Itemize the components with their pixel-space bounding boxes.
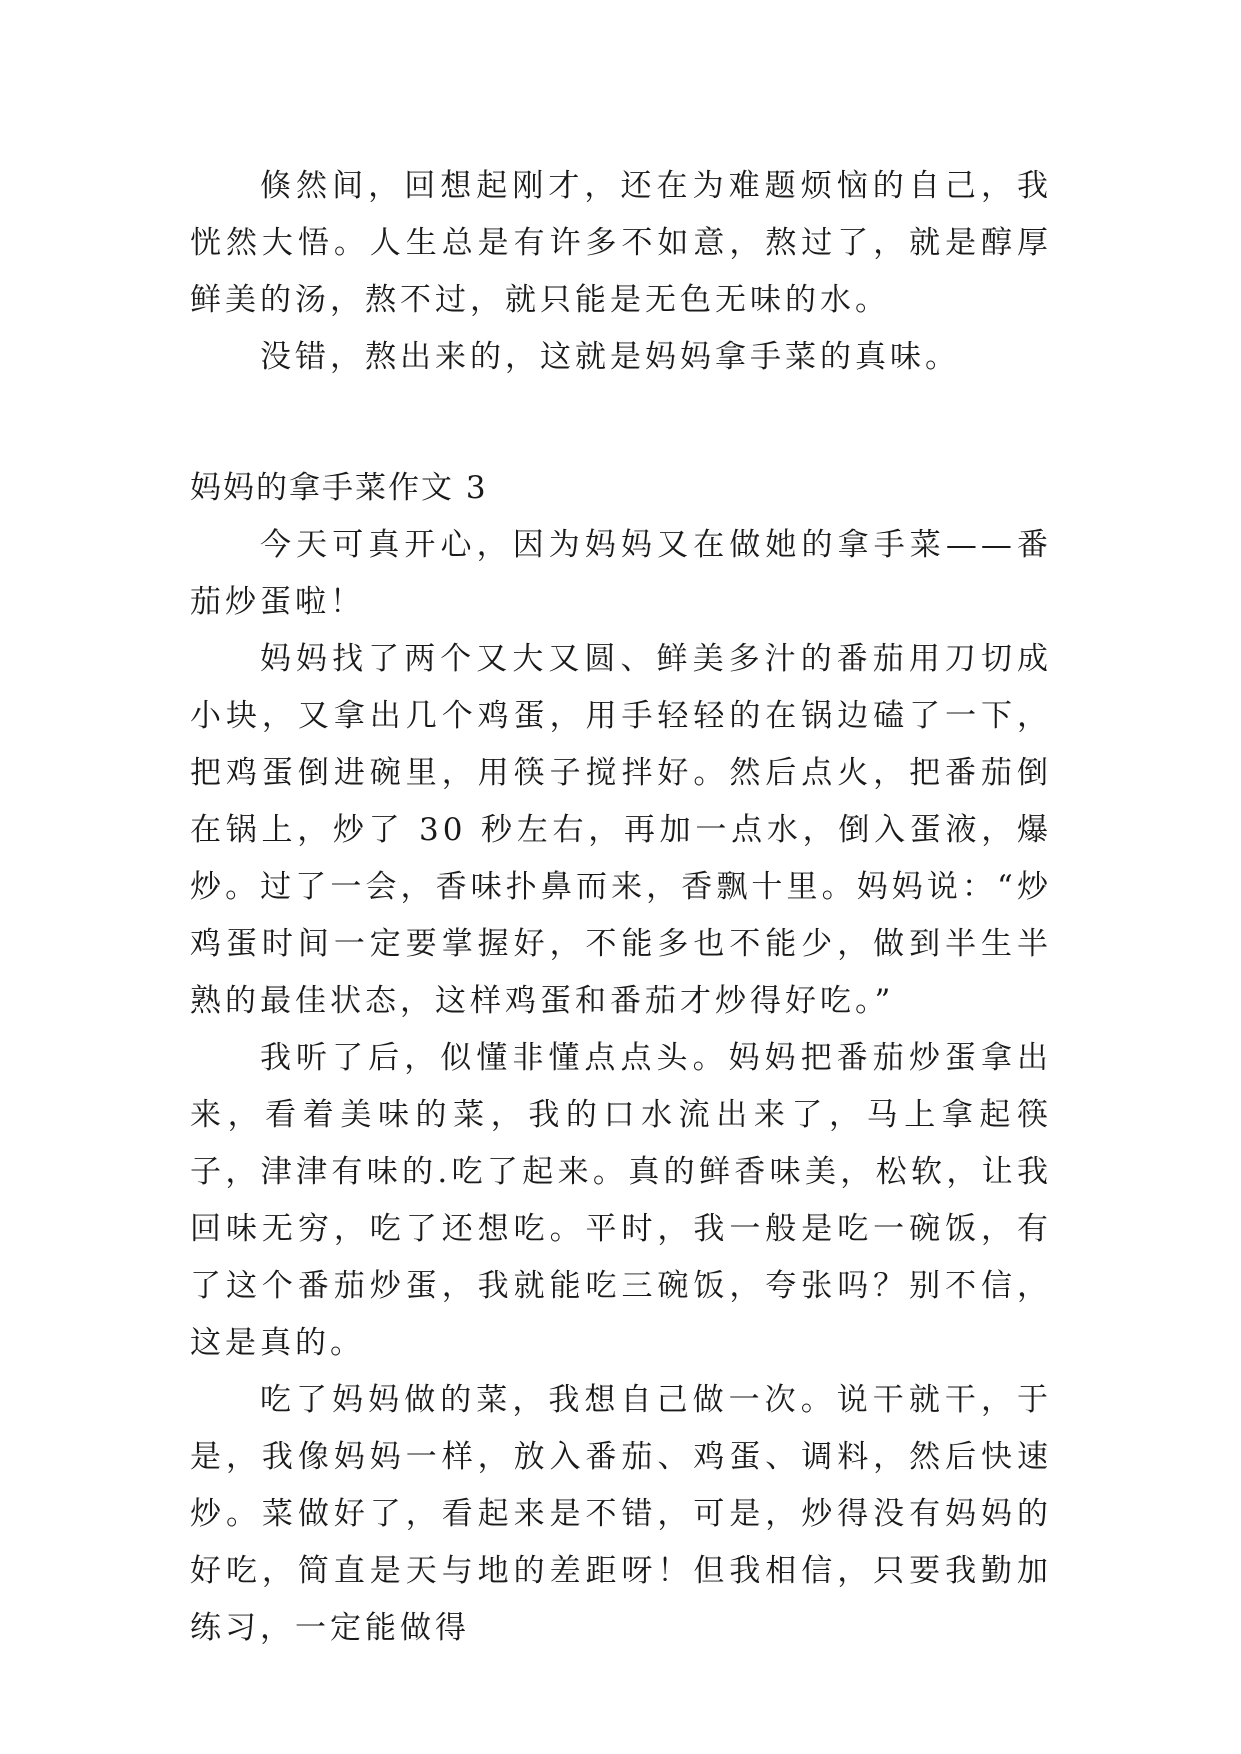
paragraph-intro: 今天可真开心，因为妈妈又在做她的拿手菜——番茄炒蛋啦！ xyxy=(190,527,1052,620)
document-page xyxy=(190,158,1052,1657)
paragraph-trying: 吃了妈妈做的菜，我想自己做一次。说干就干，于是，我像妈妈一样，放入番茄、鸡蛋、调料，然后快速炒。菜做好了，看起来是不错，可是，炒得没有妈妈的好吃，简直是天与地的差距呀！但我相信，只要我勤加练习，一定能做得 xyxy=(190,1382,1052,1646)
paragraph-conclusion: 没错，熬出来的，这就是妈妈拿手菜的真味。 xyxy=(260,339,960,375)
section-title: 妈妈的拿手菜作文 3 xyxy=(190,470,488,506)
paragraph-cooking: 妈妈找了两个又大又圆、鲜美多汁的番茄用刀切成小块，又拿出几个鸡蛋，用手轻轻的在锅边磕了一下，把鸡蛋倒进碗里，用筷子搅拌好。然后点火，把番茄倒在锅上，炒了 30 秒左右，再加一点水，倒入蛋液，爆炒。过了一会，香味扑鼻而来，香飘十里。妈妈说：“炒鸡蛋时间一定要掌握好，不能多也不能少，做到半生半熟的最佳状态，这样鸡蛋和番茄才炒得好吃。” xyxy=(190,641,1052,1019)
paragraph-eating: 我听了后，似懂非懂点点头。妈妈把番茄炒蛋拿出来，看着美味的菜，我的口水流出来了，马上拿起筷子，津津有味的.吃了起来。真的鲜香味美，松软，让我回味无穷，吃了还想吃。平时，我一般是吃一碗饭，有了这个番茄炒蛋，我就能吃三碗饭，夸张吗？别不信，这是真的。 xyxy=(190,1040,1052,1361)
paragraph-realization: 倏然间，回想起刚才，还在为难题烦恼的自己，我恍然大悟。人生总是有许多不如意，熬过了，就是醇厚鲜美的汤，熬不过，就只能是无色无味的水。 xyxy=(190,168,1052,318)
